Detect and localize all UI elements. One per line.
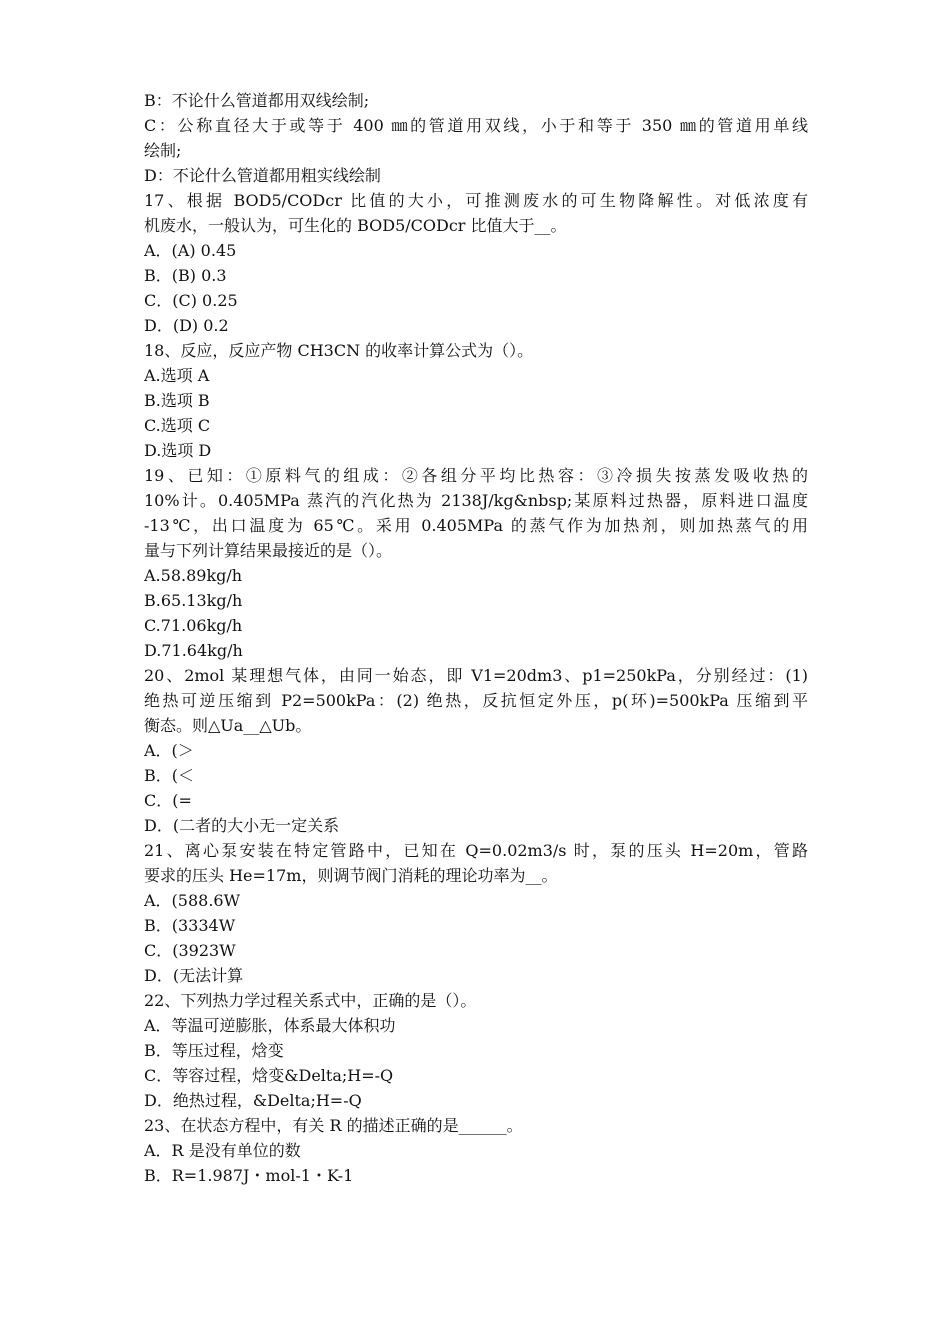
text-line: A．(A) 0.45 xyxy=(144,241,237,260)
text-line: D．(二者的大小无一定关系 xyxy=(144,816,340,835)
text-line: C．(C) 0.25 xyxy=(144,291,238,310)
text-line: B．(＜ xyxy=(144,766,195,785)
document-body xyxy=(144,88,808,1188)
text-line: D．绝热过程，&Delta;H=-Q xyxy=(144,1091,362,1110)
text-line: -13℃，出口温度为 65℃。采用 0.405MPa 的蒸气作为加热剂，则加热蒸气的用 xyxy=(144,516,808,535)
text-line: 23、在状态方程中，有关 R 的描述正确的是______。 xyxy=(144,1116,523,1135)
text-line: B．等压过程，焓变 xyxy=(144,1041,284,1060)
text-line: 22、下列热力学过程关系式中，正确的是（）。 xyxy=(144,991,477,1010)
text-line: D.71.64kg/h xyxy=(144,641,243,660)
text-line: 衡态。则△Ua__△Ub。 xyxy=(144,716,312,735)
text-line: D.选项 D xyxy=(144,441,212,460)
text-line: A．等温可逆膨胀，体系最大体积功 xyxy=(144,1016,396,1035)
text-line: 20、2mol 某理想气体，由同一始态，即 V1=20dm3、p1=250kPa，分别经过：(1) xyxy=(144,666,808,685)
text-line: A.选项 A xyxy=(144,366,210,385)
text-line: C．(= xyxy=(144,791,192,810)
text-line: 17、根据 BOD5/CODcr 比值的大小，可推测废水的可生物降解性。对低浓度有 xyxy=(144,191,808,210)
text-line: C.71.06kg/h xyxy=(144,616,243,635)
text-line: C：公称直径大于或等于 400 ㎜的管道用双线，小于和等于 350 ㎜的管道用单线 xyxy=(144,116,808,135)
text-line: A．(588.6W xyxy=(144,891,241,910)
text-line: B.65.13kg/h xyxy=(144,591,243,610)
text-line: B．(3334W xyxy=(144,916,236,935)
text-line: 机废水，一般认为，可生化的 BOD5/CODcr 比值大于__。 xyxy=(144,216,567,235)
text-line: A．R 是没有单位的数 xyxy=(144,1141,301,1160)
text-line: A．(＞ xyxy=(144,741,194,760)
text-line: 18、反应，反应产物 CH3CN 的收率计算公式为（）。 xyxy=(144,341,534,360)
text-line: 量与下列计算结果最接近的是（）。 xyxy=(144,541,393,560)
text-line: 10%计。0.405MPa 蒸汽的汽化热为 2138J/kg&nbsp;某原料过热器，原料进口温度 xyxy=(144,491,808,510)
text-line: D．(D) 0.2 xyxy=(144,316,229,335)
text-line: B.选项 B xyxy=(144,391,210,410)
text-line: 绘制; xyxy=(144,141,182,160)
text-line: B：不论什么管道都用双线绘制; xyxy=(144,91,370,110)
text-line: 19、已知：①原料气的组成：②各组分平均比热容：③冷损失按蒸发吸收热的 xyxy=(144,466,808,485)
text-line: B．(B) 0.3 xyxy=(144,266,227,285)
text-line: C．(3923W xyxy=(144,941,236,960)
text-line: D．(无法计算 xyxy=(144,966,244,985)
text-line: B．R=1.987J・mol-1・K-1 xyxy=(144,1166,354,1185)
text-line: 要求的压头 He=17m，则调节阀门消耗的理论功率为__。 xyxy=(144,866,558,885)
text-line: A.58.89kg/h xyxy=(144,566,243,585)
text-line: C.选项 C xyxy=(144,416,211,435)
text-line: C．等容过程，焓变&Delta;H=-Q xyxy=(144,1066,394,1085)
text-line: 21、离心泵安装在特定管路中，已知在 Q=0.02m3/s 时，泵的压头 H=20m，管路 xyxy=(144,841,808,860)
text-line: 绝热可逆压缩到 P2=500kPa：(2) 绝热，反抗恒定外压，p(环)=500kPa 压缩到平 xyxy=(144,691,808,710)
text-line: D：不论什么管道都用粗实线绘制 xyxy=(144,166,381,185)
